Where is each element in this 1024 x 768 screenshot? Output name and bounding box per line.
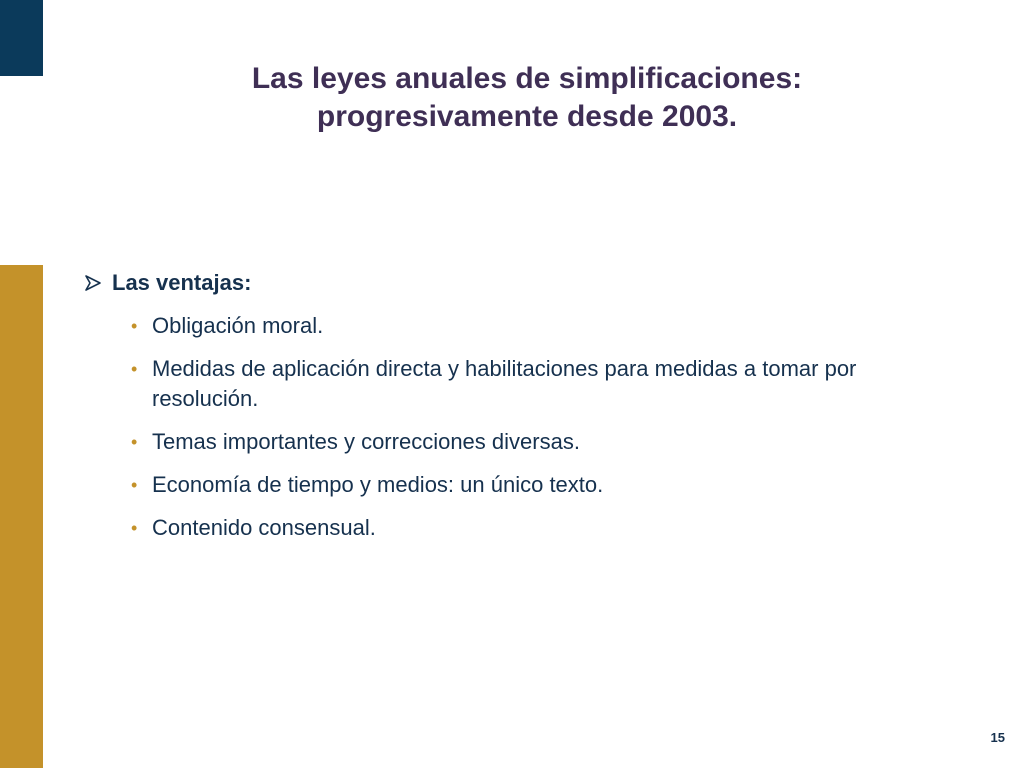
bullet-dot-icon: • bbox=[131, 475, 138, 495]
list-item bbox=[84, 427, 964, 457]
list-item-text: Temas importantes y correcciones diversas. bbox=[152, 429, 580, 454]
bullet-dot-icon: • bbox=[131, 432, 138, 452]
list-item-text: Medidas de aplicación directa y habilitaciones para medidas a tomar por resolución. bbox=[152, 356, 857, 411]
list-item bbox=[84, 354, 964, 414]
list-item-text: Economía de tiempo y medios: un único texto. bbox=[152, 472, 604, 497]
list-item bbox=[84, 513, 964, 543]
list-item-text: Obligación moral. bbox=[152, 313, 324, 338]
slide-content bbox=[84, 268, 964, 556]
slide-title-line-2: progresivamente desde 2003. bbox=[316, 100, 738, 133]
section-heading bbox=[84, 268, 964, 298]
page-number: 15 bbox=[990, 730, 1005, 745]
bullet-dot-icon: • bbox=[131, 316, 138, 336]
arrow-bullet-icon bbox=[84, 274, 102, 292]
section-heading-label: Las ventajas: bbox=[112, 270, 252, 295]
side-accent-bar bbox=[0, 265, 43, 768]
bullet-dot-icon: • bbox=[131, 359, 138, 379]
bullet-dot-icon: • bbox=[131, 518, 138, 538]
slide-title bbox=[100, 60, 954, 136]
list-item bbox=[84, 311, 964, 341]
list-item-text: Contenido consensual. bbox=[152, 515, 376, 540]
list-item bbox=[84, 470, 964, 500]
slide-title-line-1: Las leyes anuales de simplificaciones: bbox=[251, 62, 803, 95]
top-accent-bar bbox=[0, 0, 43, 76]
bullet-list bbox=[84, 311, 964, 543]
